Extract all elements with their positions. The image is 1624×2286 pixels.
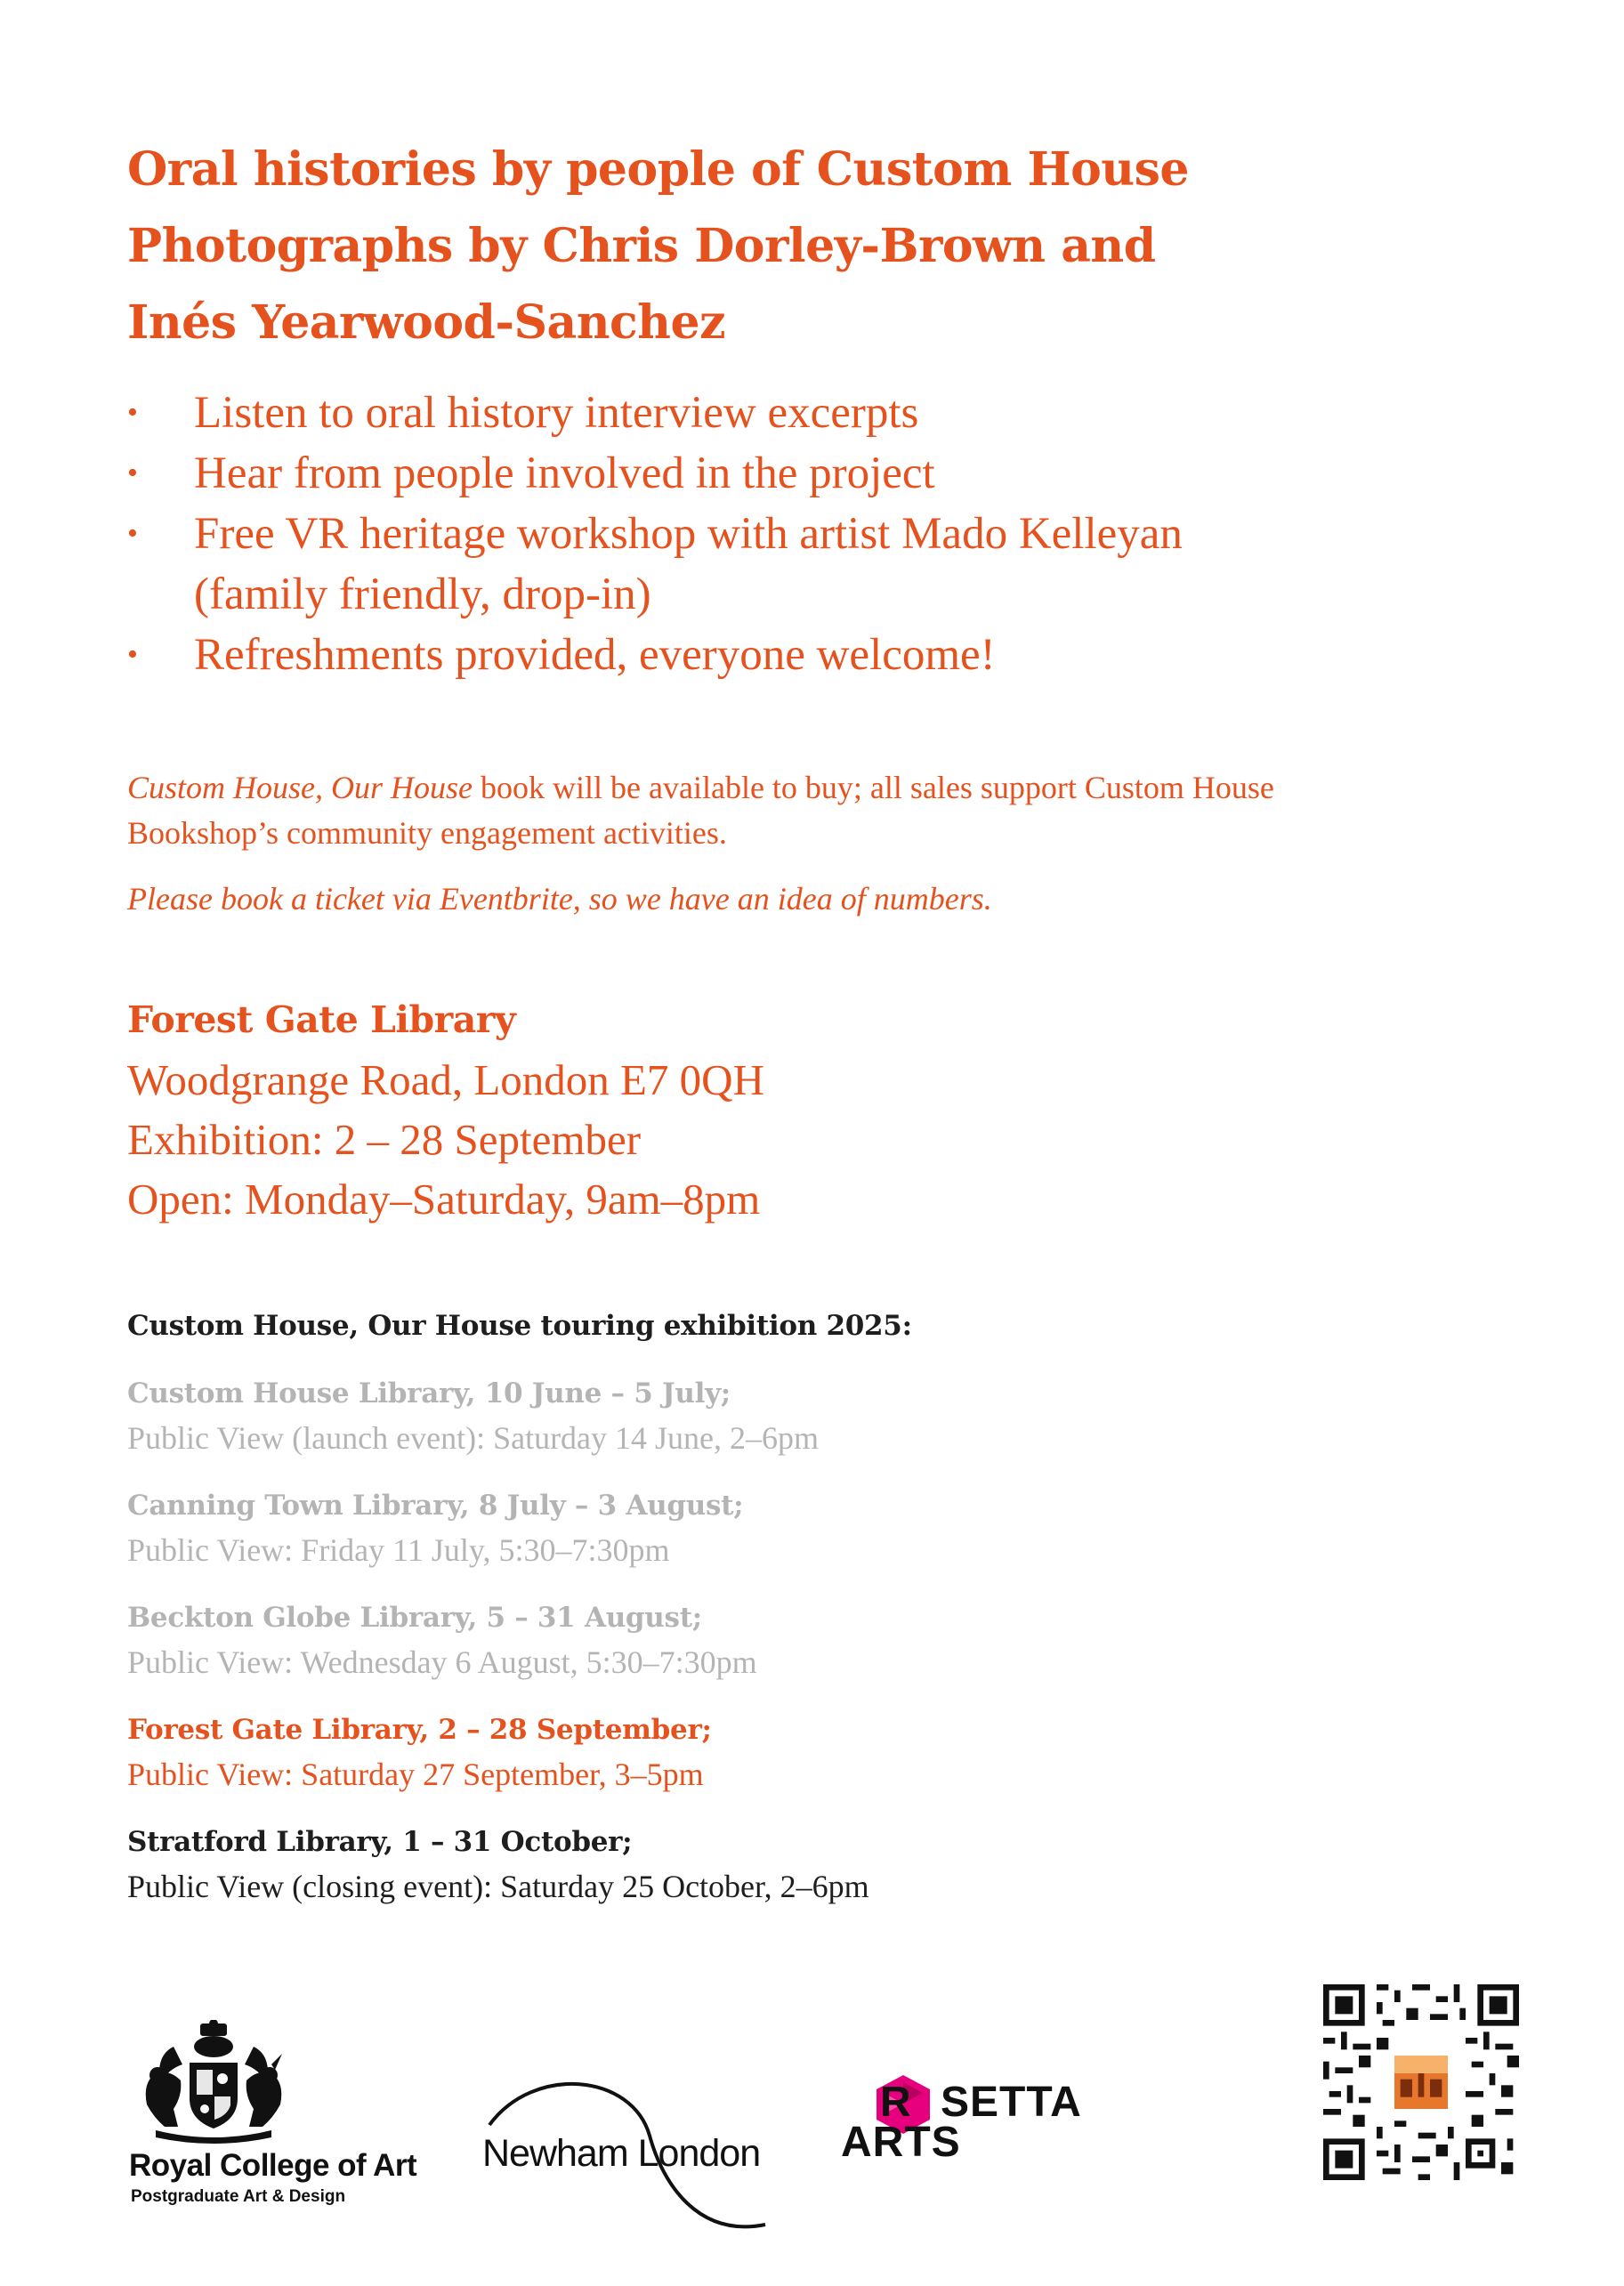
rosetta-arts-logo [841, 2073, 1099, 2180]
rosetta-wordmark-top: SETTA [941, 2079, 1082, 2126]
list-item [127, 383, 1507, 443]
stop-name: Stratford Library, 1 – 31 October; [127, 1826, 633, 1858]
venue-exhibition-dates: Exhibition: 2 – 28 September [127, 1115, 642, 1164]
bullet-icon: • [127, 638, 138, 671]
book-note-line-2: Bookshop’s community engagement activities. [127, 815, 727, 851]
tour-title: Custom House, Our House touring exhibition 2025: [127, 1310, 912, 1342]
stop-public-view: Public View: Wednesday 6 August, 5:30–7:30pm [127, 1644, 757, 1680]
stop-name: Canning Town Library, 8 July – 3 August; [127, 1490, 744, 1522]
book-title: Custom House, Our House [127, 770, 473, 805]
bullet-text: Free VR heritage workshop with artist Mado Kelleyan [194, 509, 1183, 559]
bullet-text: (family friendly, drop-in) [194, 569, 651, 619]
stop-name: Custom House Library, 10 June – 5 July; [127, 1377, 731, 1410]
venue-address: Woodgrange Road, London E7 0QH [127, 1055, 764, 1104]
newham-wordmark: Newham London [482, 2132, 761, 2175]
bullet-text: Hear from people involved in the project [194, 448, 935, 498]
tour-stop-beckton-globe [127, 1595, 1462, 1684]
stop-public-view: Public View: Saturday 27 September, 3–5pm [127, 1757, 704, 1792]
tour-stop-stratford [127, 1820, 1462, 1909]
headline-line-2: Photographs by Chris Dorley-Brown and [127, 219, 1156, 273]
tour-stop-custom-house [127, 1371, 1462, 1460]
ticket-note [127, 876, 1515, 922]
tour-stop-canning-town [127, 1483, 1462, 1572]
rca-name: Royal College of Art [129, 2148, 417, 2183]
bullet-icon: • [127, 456, 138, 489]
venue-opening-hours: Open: Monday–Saturday, 9am–8pm [127, 1175, 761, 1224]
qr-code[interactable] [1323, 1984, 1519, 2180]
venue-name: Forest Gate Library [127, 998, 516, 1041]
bullet-text: Listen to oral history interview excerpts [194, 388, 919, 438]
ticket-note-text: Please book a ticket via Eventbrite, so we have an idea of numbers. [127, 881, 992, 917]
bullet-icon: • [127, 396, 138, 429]
bullet-text: Refreshments provided, everyone welcome! [194, 630, 996, 680]
rca-tagline: Postgraduate Art & Design [131, 2187, 346, 2206]
bullet-list [127, 383, 1507, 685]
list-item [127, 625, 1507, 685]
bullet-spacer [127, 564, 194, 625]
rosetta-letter-r: R [880, 2079, 911, 2126]
stop-public-view: Public View: Friday 11 July, 5:30–7:30pm [127, 1532, 670, 1568]
venue-block [127, 990, 1462, 1229]
rca-logo [129, 2020, 458, 2216]
stop-public-view: Public View (closing event): Saturday 25 October, 2–6pm [127, 1869, 869, 1904]
headline-line-1: Oral histories by people of Custom House [127, 142, 1189, 197]
sponsor-logos [0, 1975, 1624, 2242]
rosetta-wordmark-bottom: ARTS [841, 2119, 961, 2166]
tour-schedule [127, 1304, 1462, 1909]
stop-name: Forest Gate Library, 2 – 28 September; [127, 1714, 712, 1746]
list-item [127, 504, 1507, 564]
headline-line-3: Inés Yearwood-Sanchez [127, 295, 726, 350]
stop-name: Beckton Globe Library, 5 – 31 August; [127, 1602, 702, 1634]
tour-stop-forest-gate [127, 1708, 1462, 1797]
list-item-continuation [127, 564, 1507, 625]
book-note [127, 765, 1515, 856]
newham-london-logo [481, 2073, 783, 2242]
bullet-icon: • [127, 517, 138, 550]
list-item [127, 443, 1507, 504]
qr-code-image[interactable] [1323, 1984, 1519, 2180]
royal-crest-icon [138, 2020, 289, 2145]
book-note-line-1 [127, 765, 1515, 811]
book-note-text-1: book will be available to buy; all sales support Custom House [473, 770, 1274, 805]
headline [127, 132, 1462, 361]
stop-public-view: Public View (launch event): Saturday 14 June, 2–6pm [127, 1420, 820, 1456]
